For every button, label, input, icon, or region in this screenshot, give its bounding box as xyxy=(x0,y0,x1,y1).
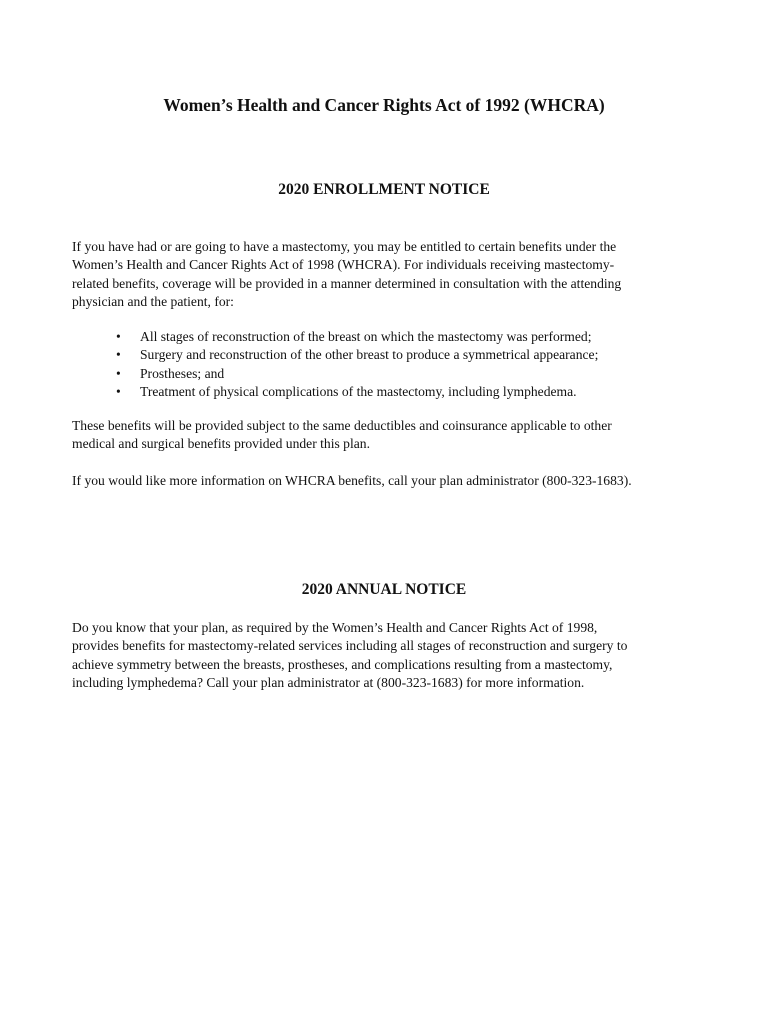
list-item-text: Treatment of physical complications of the mastectomy, including lymphedema. xyxy=(140,383,577,399)
bullet-icon: • xyxy=(116,347,121,363)
enrollment-notice-heading: 2020 ENROLLMENT NOTICE xyxy=(278,181,490,198)
list-item-text: Surgery and reconstruction of the other breast to produce a symmetrical appearance; xyxy=(140,347,599,363)
list-item-text: All stages of reconstruction of the breast on which the mastectomy was performed; xyxy=(140,329,592,344)
bullet-icon: • xyxy=(116,329,121,344)
document-title: Women’s Health and Cancer Rights Act of 1992 (WHCRA) xyxy=(163,95,605,115)
list-item xyxy=(116,365,716,383)
bullet-icon: • xyxy=(116,365,121,381)
benefits-list xyxy=(116,328,716,401)
annual-notice-heading: 2020 ANNUAL NOTICE xyxy=(301,581,467,598)
bullet-icon: • xyxy=(116,383,121,399)
deductibles-paragraph: These benefits will be provided subject to the same deductibles and coinsurance applicable to other medical and surgical benefits provided under this plan. xyxy=(72,418,612,452)
annual-notice-paragraph: Do you know that your plan, as required by the Women’s Health and Cancer Rights Act of 1998, provides benefits for mastectomy-related services including all stages of reconstruction and surgery to achieve symmetry between the breasts, prostheses, and complications resulting from a mastectomy, including lymphedema? Call your plan administrator at (800-323-1683) for more information. xyxy=(72,620,628,690)
enrollment-intro-paragraph: If you have had or are going to have a mastectomy, you may be entitled to certain benefits under the Women’s Health and Cancer Rights Act of 1998 (WHCRA). For individuals receiving mastectomy- related benefits, coverage will be provided in a manner determined in consultation with the attending physician and the patient, for: xyxy=(72,239,622,309)
list-item-text: Prostheses; and xyxy=(140,365,225,381)
list-item xyxy=(116,346,716,364)
list-item xyxy=(116,383,716,401)
list-item xyxy=(116,328,716,346)
contact-paragraph: If you would like more information on WHCRA benefits, call your plan administrator (800-323-1683). xyxy=(72,473,632,488)
